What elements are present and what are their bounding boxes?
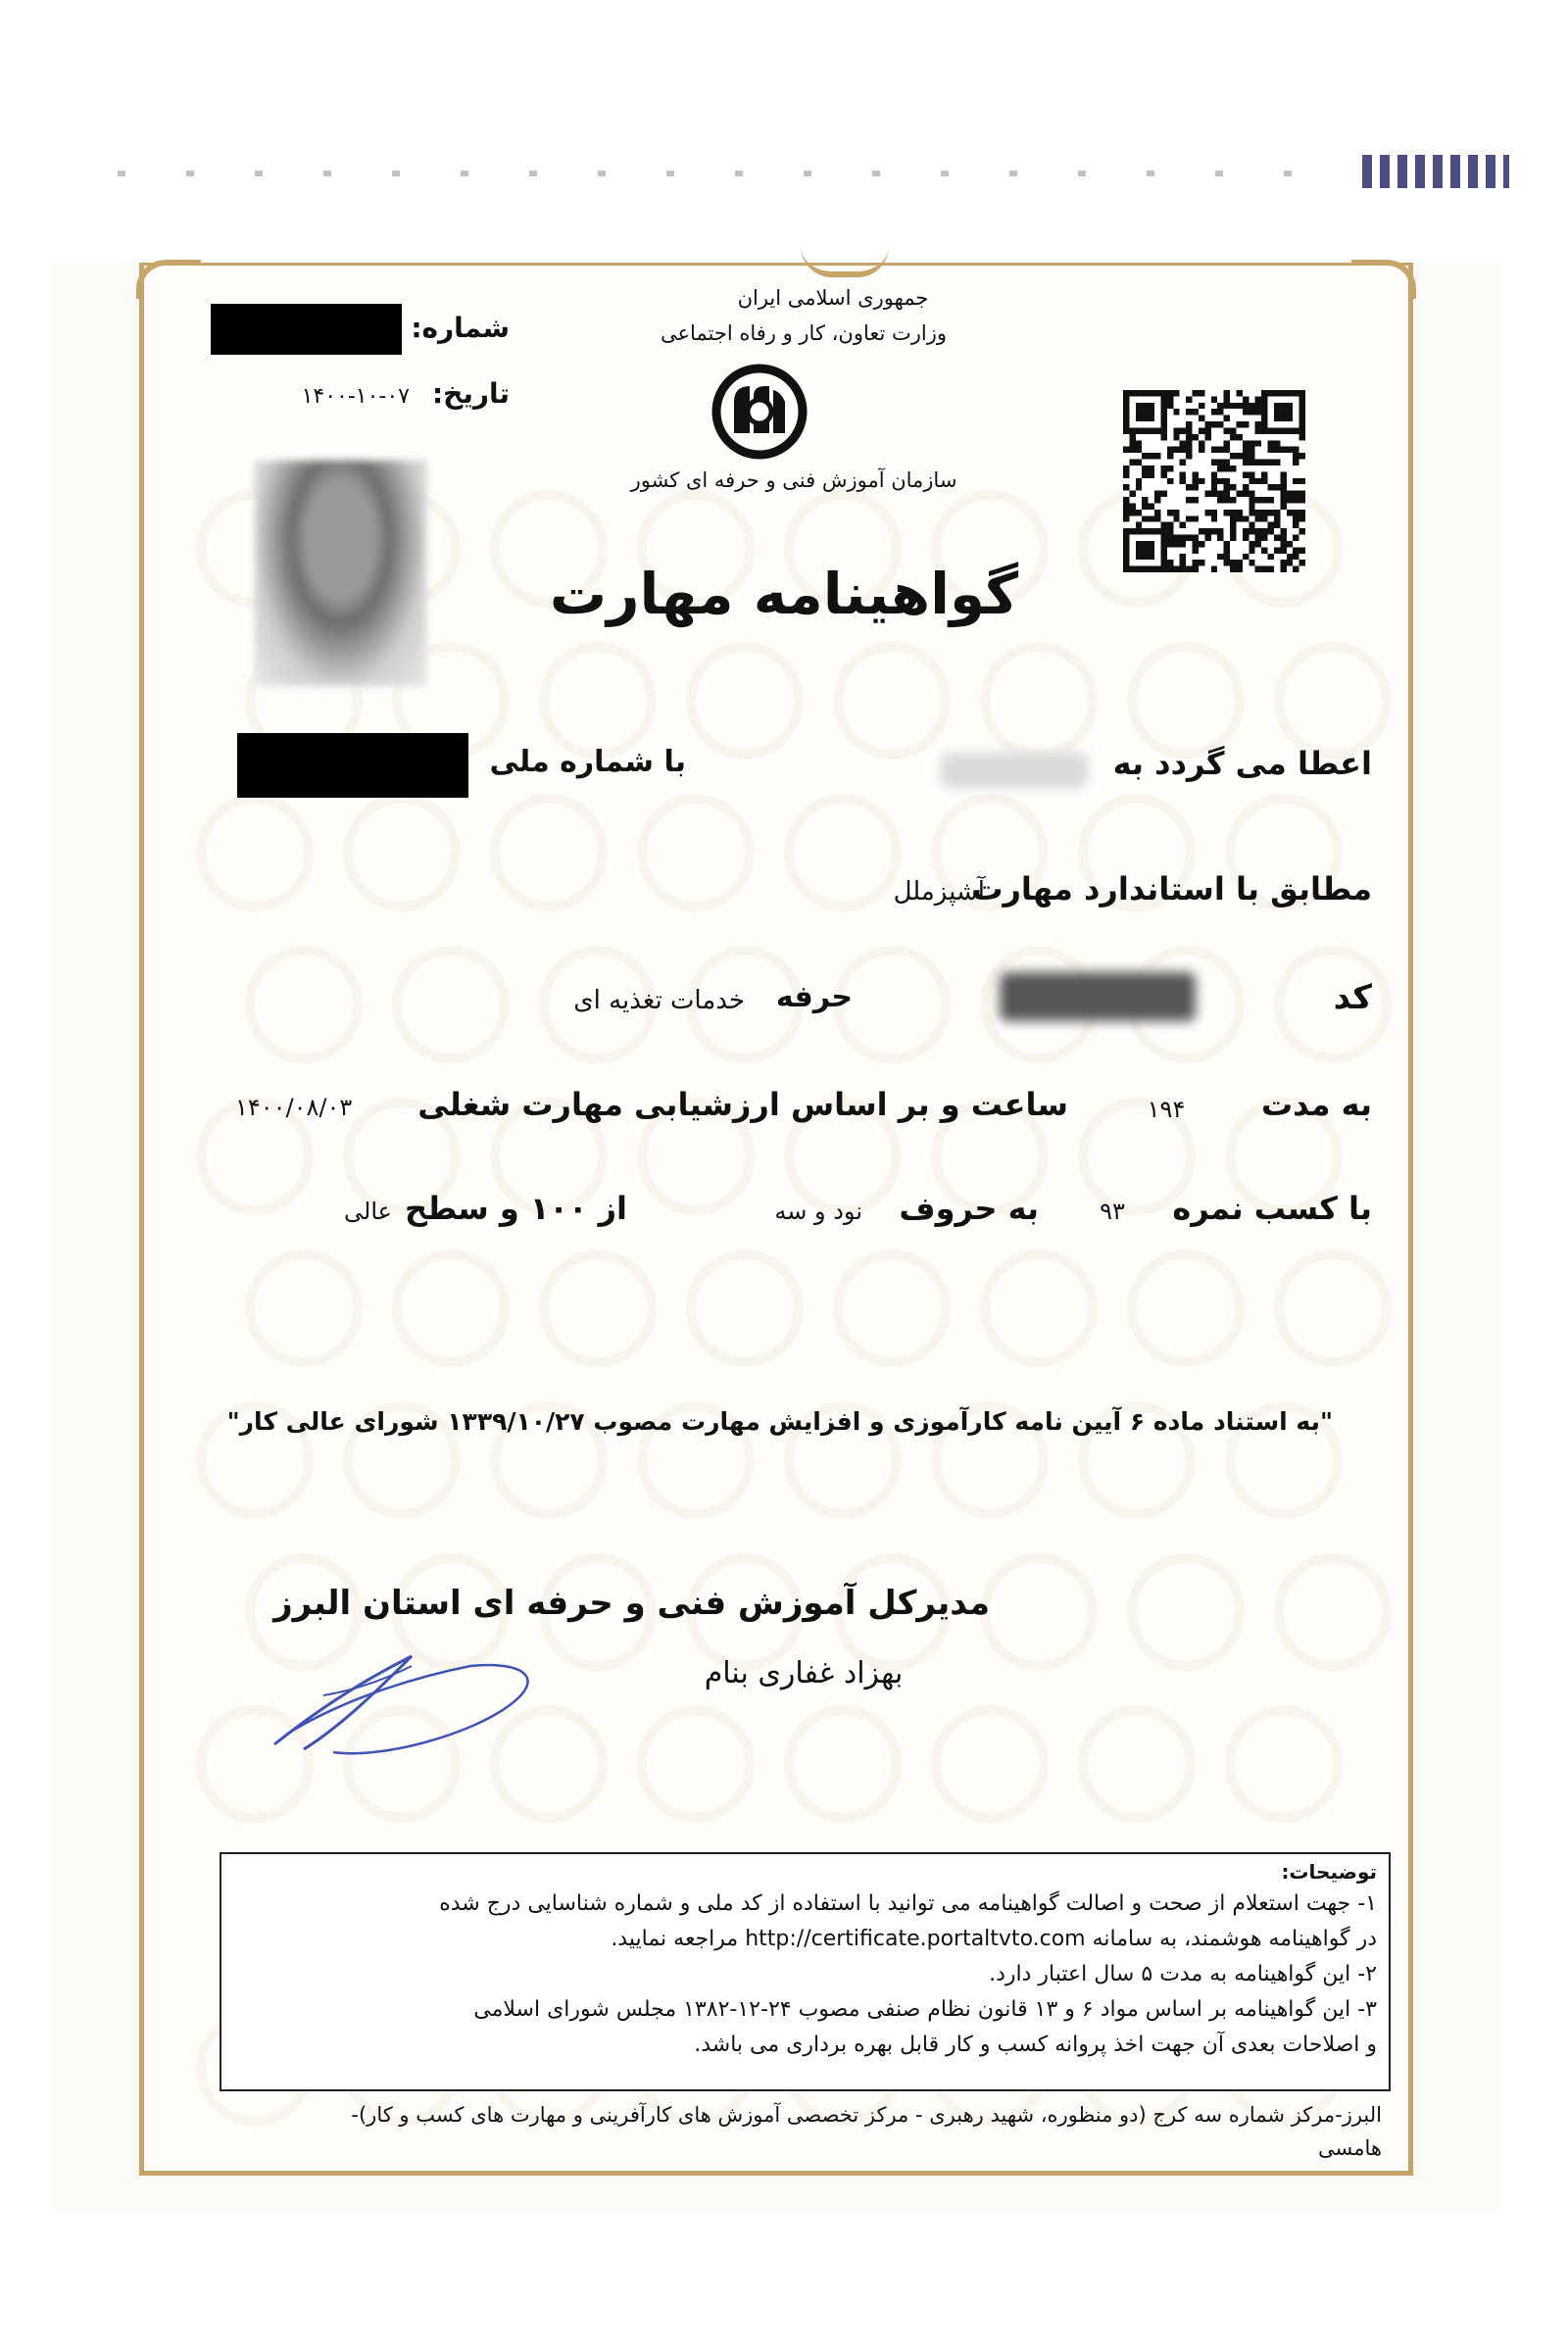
craft-value: خدمات تغذیه ای xyxy=(573,986,745,1015)
watermark-logo-icon xyxy=(637,794,755,911)
notes-box xyxy=(220,1852,1391,2091)
watermark-logo-icon xyxy=(833,1250,951,1367)
holder-name-blurred xyxy=(941,753,1088,788)
watermark-logo-icon xyxy=(980,642,1098,760)
duration-value: ۱۹۴ xyxy=(1147,1096,1186,1123)
notes-line-4: ۳- این گواهینامه بر اساس مواد ۶ و ۱۳ قانون نظام صنفی مصوب ۲۴-۱۲-۱۳۸۲ مجلس شورای اسلامی xyxy=(473,1997,1377,2022)
notes-line-2: در گواهینامه هوشمند، به سامانه http://certificate.portaltvto.com مراجعه نمایید. xyxy=(611,1927,1377,1951)
frame-corner-ornament xyxy=(1351,260,1416,299)
notes-line-3: ۲- این گواهینامه به مدت ۵ سال اعتبار دارد. xyxy=(989,1962,1377,1986)
national-id-redacted xyxy=(237,733,468,798)
watermark-logo-icon xyxy=(686,642,804,760)
header-ministry: وزارت تعاون، کار و رفاه اجتماعی xyxy=(660,321,948,345)
words-label: به حروف xyxy=(899,1190,1039,1227)
signature-drawing xyxy=(265,1637,559,1764)
footer-line-2: هامسی xyxy=(1318,2136,1382,2160)
qr-code xyxy=(1123,390,1305,572)
notes-line-5: و اصلاحات بعدی آن جهت اخذ پروانه کسب و کار قابل بهره برداری می باشد. xyxy=(694,2033,1377,2057)
out-of-label: از ۱۰۰ و سطح xyxy=(405,1190,627,1227)
watermark-logo-icon xyxy=(1274,1250,1392,1367)
national-id-label: با شماره ملی xyxy=(489,745,686,779)
watermark-logo-icon xyxy=(1225,1705,1343,1823)
signatory-name: بهزاد غفاری بنام xyxy=(704,1656,904,1690)
level-value: عالی xyxy=(344,1198,392,1225)
watermark-logo-icon xyxy=(1274,642,1392,760)
standard-value: آشپزملل xyxy=(893,877,985,906)
date-label: تاریخ: xyxy=(431,377,510,410)
signatory-title: مدیرکل آموزش فنی و حرفه ای استان البرز xyxy=(273,1584,990,1623)
top-ornament xyxy=(801,246,889,277)
cropped-top-strip xyxy=(59,145,1509,204)
watermark-logo-icon xyxy=(833,642,951,760)
watermark-logo-icon xyxy=(490,794,608,911)
watermark-logo-icon xyxy=(784,1705,902,1823)
assessment-label: ساعت و بر اساس ارزشیابی مهارت شغلی xyxy=(417,1086,1068,1123)
duration-label: به مدت xyxy=(1260,1086,1372,1123)
watermark-logo-icon xyxy=(1127,1250,1245,1367)
certificate-title: گواهینامه مهارت xyxy=(549,561,1019,627)
notes-line-1: ۱- جهت استعلام از صحت و اصالت گواهینامه می توانید با استفاده از کد ملی و شماره شناسایی درج شده xyxy=(439,1891,1377,1916)
watermark-logo-icon xyxy=(1127,1553,1245,1671)
watermark-logo-icon xyxy=(931,1705,1049,1823)
watermark-logo-icon xyxy=(1078,1705,1196,1823)
frame-corner-ornament xyxy=(136,260,201,299)
header-organization: سازمان آموزش فنی و حرفه ای کشور xyxy=(630,468,957,492)
score-label: با کسب نمره xyxy=(1172,1190,1372,1227)
footer-line-1: البرز-مرکز شماره سه کرج (دو منظوره، شهید رهبری - مرکز تخصصی آموزش های کارآفرینی و مهارت های کسب و کار)- xyxy=(351,2103,1382,2127)
watermark-logo-icon xyxy=(245,946,363,1063)
watermark-logo-icon xyxy=(637,1705,755,1823)
code-value-blurred xyxy=(1000,972,1196,1021)
tvto-logo-icon xyxy=(710,363,808,461)
code-label: کد xyxy=(1333,978,1372,1017)
watermark-logo-icon xyxy=(1127,642,1245,760)
watermark-logo-icon xyxy=(980,1553,1098,1671)
watermark-logo-icon xyxy=(1274,1553,1392,1671)
notes-heading: توضیحات: xyxy=(1281,1860,1377,1884)
score-value: ۹۳ xyxy=(1100,1198,1125,1225)
standard-label: مطابق با استاندارد مهارت xyxy=(971,870,1372,907)
header-republic: جمهوری اسلامی ایران xyxy=(737,286,929,310)
date-value: ۱۴۰۰-۱۰-۰۷ xyxy=(301,384,410,409)
watermark-logo-icon xyxy=(539,642,657,760)
watermark-logo-icon xyxy=(245,1250,363,1367)
granted-to-label: اعطا می گردد به xyxy=(1112,745,1372,782)
watermark-logo-icon xyxy=(980,1250,1098,1367)
certificate-number-redacted xyxy=(211,304,402,355)
number-label: شماره: xyxy=(411,312,510,344)
watermark-logo-icon xyxy=(686,1250,804,1367)
watermark-logo-icon xyxy=(392,1250,510,1367)
words-value: نود و سه xyxy=(774,1198,862,1225)
craft-label: حرفه xyxy=(775,980,853,1014)
watermark-logo-icon xyxy=(343,794,461,911)
statute-text: "به استناد ماده ۶ آیین نامه کارآموزی و افزایش مهارت مصوب ۱۳۳۹/۱۰/۲۷ شورای عالی کار" xyxy=(226,1407,1333,1436)
watermark-logo-icon xyxy=(539,1250,657,1367)
assessment-date: ۱۴۰۰/۰۸/۰۳ xyxy=(235,1094,353,1121)
holder-photo-blurred xyxy=(255,461,426,686)
watermark-logo-icon xyxy=(196,794,314,911)
watermark-logo-icon xyxy=(392,946,510,1063)
